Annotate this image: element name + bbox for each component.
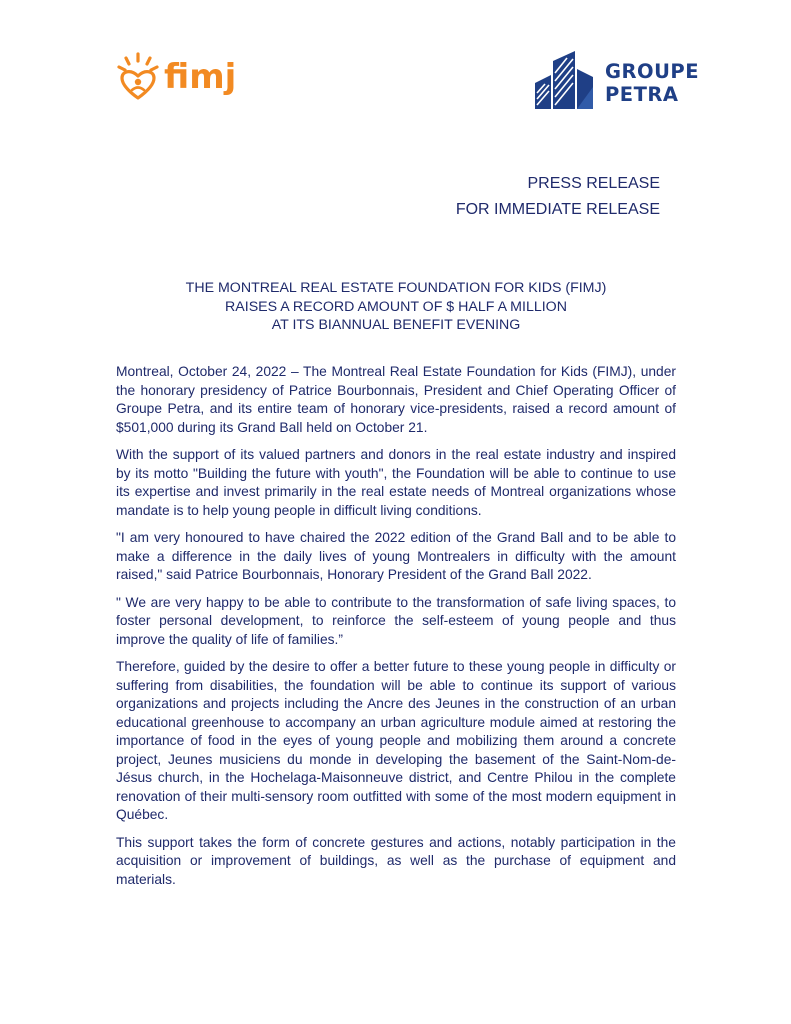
body-paragraph-4: " We are very happy to be able to contribute to the transformation of safe living spaces, to foster personal development, to reinforce the self-esteem of young people and thus improve the quality of life of families.”: [116, 594, 676, 647]
fimj-logo-text: fimj: [164, 57, 237, 97]
fimj-heart-icon: [116, 52, 160, 102]
petra-logo-line2: PETRA: [605, 82, 679, 106]
body-paragraph-5: Therefore, guided by the desire to offer a better future to these young people in difficulty or suffering from disabilities, the foundation will be able to continue its support of various organizations and projects including the Ancre des Jeunes in the construction of an urban educational greenhouse to accompany an urban agriculture module aimed at restoring the importance of food in the eyes of young people and mobilizing them around a concrete project, Jeunes musiciens du monde in developing the basement of the Saint-Nom-de-Jésus church, in the Hochelaga-Maisonneuve district, and Centre Philou in the complete renovation of their multi-sensory room outfitted with some of the most modern equipment in Québec.: [116, 659, 676, 822]
body-paragraph-6: This support takes the form of concrete gestures and actions, notably participation in the acquisition or improvement of buildings, as well as the purchase of equipment and materials.: [116, 834, 676, 887]
press-release-label: PRESS RELEASE: [527, 175, 660, 192]
headline-line1: THE MONTREAL REAL ESTATE FOUNDATION FOR KIDS (FIMJ): [185, 280, 607, 296]
headline: [116, 279, 676, 335]
groupe-petra-logo: [531, 47, 699, 118]
release-label: [456, 171, 660, 223]
fimj-logo: [116, 52, 236, 102]
headline-line3: AT ITS BIANNUAL BENEFIT EVENING: [271, 317, 521, 333]
body-paragraph-1: Montreal, October 24, 2022 – The Montreal Real Estate Foundation for Kids (FIMJ), under the honorary presidency of Patrice Bourbonnais, President and Chief Operating Officer of Groupe Petra, and its entire team of honorary vice-presidents, raised a record amount of $501,000 during its Grand Ball held on October 21.: [116, 364, 676, 435]
petra-buildings-icon: [531, 47, 597, 118]
release-body: [116, 363, 676, 898]
headline-line2: RAISES A RECORD AMOUNT OF $ HALF A MILLION: [225, 298, 567, 315]
petra-logo-line1: GROUPE: [605, 59, 700, 83]
immediate-release-label: FOR IMMEDIATE RELEASE: [455, 201, 660, 218]
body-paragraph-2: With the support of its valued partners and donors in the real estate industry and inspired by its motto "Building the future with youth", the Foundation will be able to continue to use its expertise and invest primarily in the real estate needs of Montreal organizations whose mandate is to help young people in difficult living conditions.: [116, 447, 676, 518]
body-paragraph-3: "I am very honoured to have chaired the 2022 edition of the Grand Ball and to be able to make a difference in the daily lives of young Montrealers in difficulty with the amount raised," said Patrice Bourbonnais, Honorary President of the Grand Ball 2022.: [116, 530, 676, 582]
